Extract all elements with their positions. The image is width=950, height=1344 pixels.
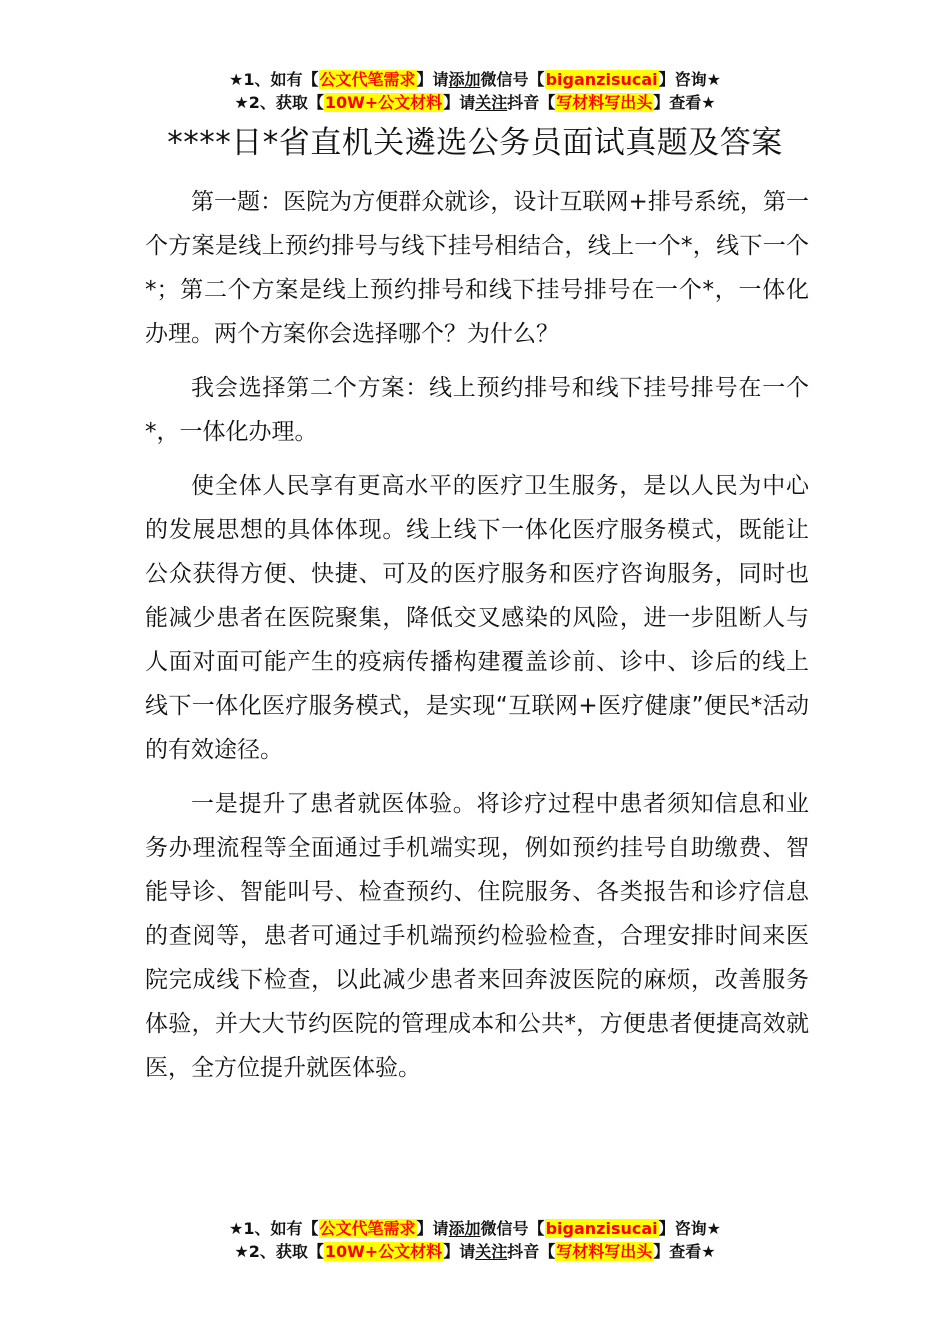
promo-highlight: 10W+公文材料 [324,1242,443,1261]
promo-text: 抖音【 [507,1242,556,1261]
answer-choice-paragraph: 我会选择第二个方案：线上预约排号和线下挂号排号在一个*，一体化办理。 [145,375,809,445]
promo-text: 】咨询★ [658,70,721,89]
promo-text: ★2、获取【 [234,1242,324,1261]
footer-promo-line-1 [0,1217,950,1240]
promo-text: 】请 [443,93,476,112]
question-paragraph: 第一题：医院为方便群众就诊，设计互联网+排号系统，第一个方案是线上预约排号与线下挂号相结合，线上一个*，线下一个*；第二个方案是线上预约排号和线下挂号排号在一个*，一体化办理。两个方案你会选择哪个？为什么？ [145,189,809,347]
document-body [145,180,809,1100]
promo-text: ★2、获取【 [234,93,324,112]
promo-underlined-text: 添加 [448,1219,481,1238]
promo-text: 】请 [443,1242,476,1261]
promo-underlined-text: 关注 [475,93,508,112]
promo-text: 】查看★ [653,1242,716,1261]
promo-text: 微信号【 [480,70,545,89]
promo-text: 微信号【 [480,1219,545,1238]
promo-text: ★1、如有【 [229,1219,319,1238]
header-promo-line-1 [0,68,950,91]
answer-point-one-paragraph: 一是提升了患者就医体验。将诊疗过程中患者须知信息和业务办理流程等全面通过手机端实现，例如预约挂号自助缴费、智能导诊、智能叫号、检查预约、住院服务、各类报告和诊疗信息的查阅等，患者可通过手机端预约检验检查，合理安排时间来医院完成线下检查，以此减少患者来回奔波医院的麻烦，改善服务体验，并大大节约医院的管理成本和公共*，方便患者便捷高效就医，全方位提升就医体验。 [145,791,809,1081]
promo-underlined-text: 关注 [475,1242,508,1261]
promo-text: 抖音【 [507,93,556,112]
promo-text: 】请 [416,70,449,89]
promo-highlight: 公文代笔需求 [319,1219,416,1238]
promo-highlight-wechat-id: biganzisucai [545,1219,658,1238]
promo-highlight-douyin-account: 写材料写出头 [556,93,653,112]
footer-promo [0,1217,950,1263]
promo-highlight-wechat-id: biganzisucai [545,70,658,89]
promo-text: 】请 [416,1219,449,1238]
footer-promo-line-2 [0,1240,950,1263]
promo-text: ★1、如有【 [229,70,319,89]
header-promo [0,68,950,114]
header-promo-line-2 [0,91,950,114]
answer-reason-paragraph: 使全体人民享有更高水平的医疗卫生服务，是以人民为中心的发展思想的具体体现。线上线下一体化医疗服务模式，既能让公众获得方便、快捷、可及的医疗服务和医疗咨询服务，同时也能减少患者在医院聚集，降低交叉感染的风险，进一步阻断人与人面对面可能产生的疫病传播构建覆盖诊前、诊中、诊后的线上线下一体化医疗服务模式，是实现“互联网+医疗健康”便民*活动的有效途径。 [145,473,809,763]
promo-highlight: 公文代笔需求 [319,70,416,89]
promo-highlight: 10W+公文材料 [324,93,443,112]
promo-underlined-text: 添加 [448,70,481,89]
promo-text: 】查看★ [653,93,716,112]
promo-text: 】咨询★ [658,1219,721,1238]
promo-highlight-douyin-account: 写材料写出头 [556,1242,653,1261]
document-title: ****日*省直机关遴选公务员面试真题及答案 [167,125,783,161]
